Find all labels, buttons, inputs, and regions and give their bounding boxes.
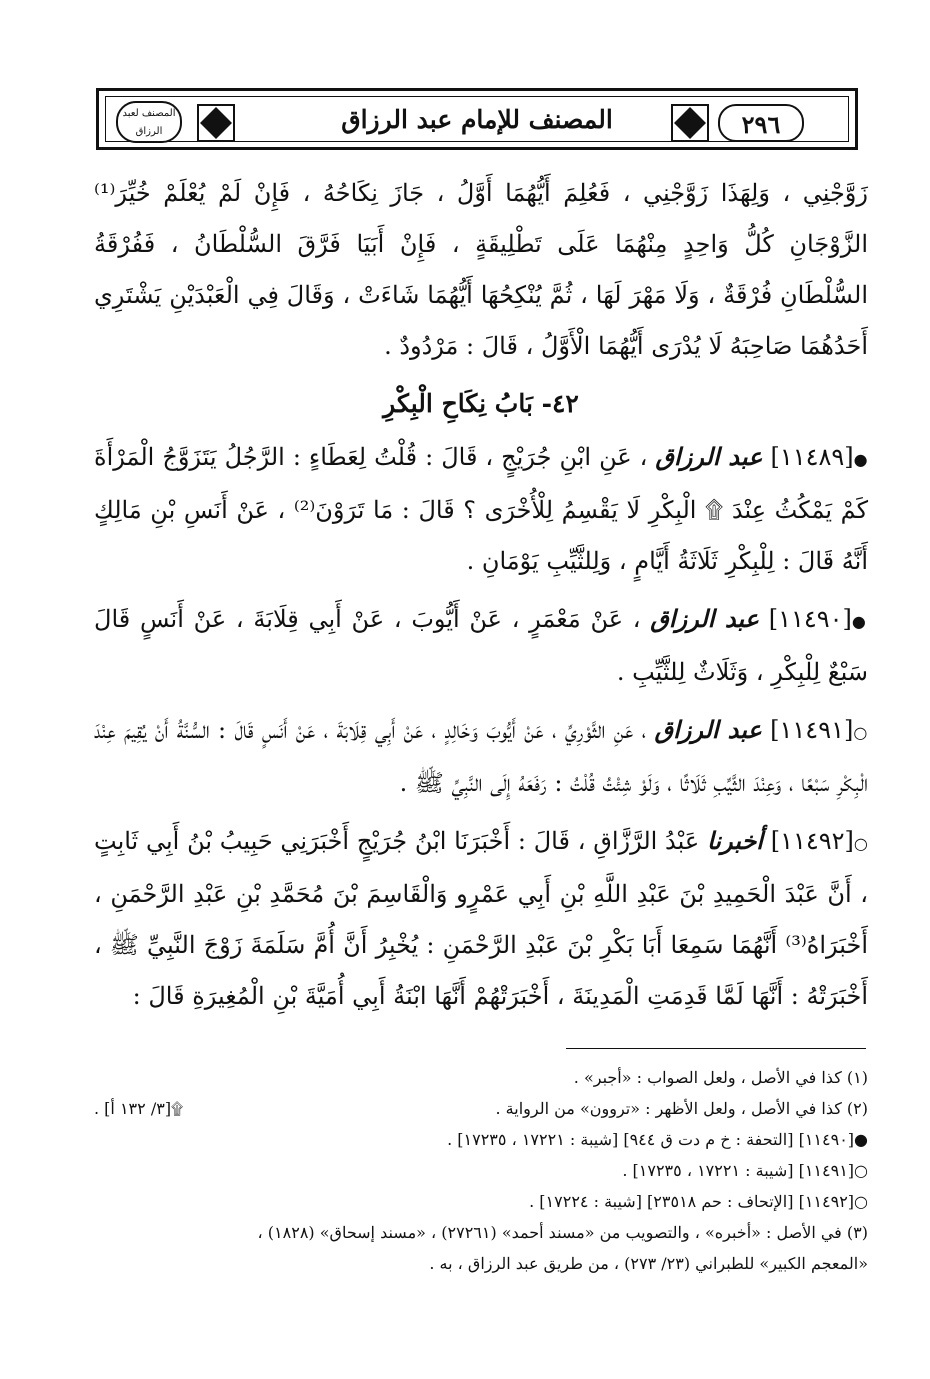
hadith-text: عَبْدُ الرَّزَّاقِ ، قَالَ : أَخْبَرَنَا ابْنُ جُرَيْجٍ أَخْبَرَنِي حَبِيبُ بْنُ أَبِي ثَابِتٍ ، أَنَّ عَبْدَ الْحَمِيدِ بْنَ عَبْدِ اللَّهِ بْنِ أَبِي عَمْرٍو وَالْقَاسِمَ بْنَ مُحَمَّدِ بْنِ عَبْدِ الرَّحْمَنِ ، أَخْبَرَاهُ⁽³⁾ أَنَّهُمَا سَمِعَا أَبَا بَكْرِ بْنَ عَبْدِ الرَّحْمَنِ : يُخْبِرُ أَنَّ أُمَّ سَلَمَةَ زَوْجَ النَّبِيِّ ﷺ ، أَخْبَرَتْهُ : أَنَّهَا لَمَّا قَدِمَتِ الْمَدِينَةَ ، أَخْبَرَتْهُمْ أَنَّهَا ابْنَةُ أَبِي أُمَيَّةَ بْنِ الْمُغِيرَةِ قَالَ :	[94, 827, 868, 1010]
hadith-number: [١١٤٩٢]	[770, 827, 854, 855]
hadith-source: عبد الرزاق	[650, 604, 759, 633]
folio-reference: ۩[٣/ ١٣٢ أ] .	[94, 1099, 184, 1118]
footnote-11491: ○[١١٤٩١] [شيبة : ١٧٢٢١ ، ١٧٢٣٥] .	[622, 1161, 868, 1180]
hadith-text: ، عَنِ الثَّوْرِيِّ ، عَنْ أَيُّوبَ وَخَالِدٍ ، عَنْ أَبِي قِلَابَةَ ، عَنْ أَنَسٍ قَالَ : السُّنَّةُ أَنْ يُقِيمَ عِنْدَ الْبِكْرِ سَبْعًا ، وَعِنْدَ الثَّيِّبِ ثَلَاثًا ، وَلَوْ شِئْتُ قُلْتُ : رَفَعَهُ إِلَى النَّبِيِّ ﷺ .	[94, 716, 868, 797]
footnote-3-continued: «المعجم الكبير» للطبراني (٢٣/ ٢٧٣) ، من طريق عبد الرزاق ، به .	[429, 1254, 868, 1273]
page-number: ٢٩٦	[718, 104, 804, 142]
hadith-text: ، عَنْ مَعْمَرٍ ، عَنْ أَيُّوبَ ، عَنْ أَبِي قِلَابَةَ ، عَنْ أَنَسٍ قَالَ سَبْعٌ لِلْبِكْرِ ، وَثَلَاثٌ لِلثَّيِّبِ .	[94, 605, 868, 686]
book-title: المصنف للإمام عبد الرزاق	[341, 105, 613, 134]
hadith-number: [١١٤٨٩]	[770, 443, 854, 471]
hadith-source: أخبرنا	[706, 826, 763, 855]
main-text	[94, 168, 868, 1028]
footnote-row	[94, 1093, 868, 1124]
footnote-11492: ○[١١٤٩٢] [الإتحاف : حم ٢٣٥١٨] [شيبة : ١٧٢٢٤] .	[529, 1192, 868, 1211]
hadith-marker: ●	[851, 612, 868, 631]
paragraph: زَوَّجْنِي ، وَلِهَذَا زَوَّجْنِي ، فَعُلِمَ أَيُّهُمَا أَوَّلُ ، جَازَ نِكَاحُهُ ، فَإِنْ لَمْ يُعْلَمْ خُيِّرَ⁽¹⁾ الزَّوْجَانِ كُلُّ وَاحِدٍ مِنْهُمَا عَلَى تَطْلِيقَةٍ ، فَإِنْ أَبَيَا فَرَّقَ السُّلْطَانُ ، فَفُرْقَةُ السُّلْطَانِ فُرْقَةٌ ، وَلَا مَهْرَ لَهَا ، ثُمَّ يُنْكِحُهَا أَيُّهُمَا شَاءَتْ ، وَقَالَ فِي الْعَبْدَيْنِ يَشْتَرِي أَحَدُهُمَا صَاحِبَهُ لَا يُدْرَى أَيُّهُمَا الْأَوَّلُ ، قَالَ : مَرْدُودٌ .	[94, 179, 868, 360]
footnotes	[94, 1062, 868, 1279]
hadith-11489	[94, 431, 868, 587]
chapter-heading: ٤٢- بَابُ نِكَاحِ الْبِكْرِ	[383, 389, 579, 418]
hadith-text: ، عَنِ ابْنِ جُرَيْجٍ ، قَالَ : قُلْتُ لِعَطَاءٍ : الرَّجُلُ يَتَزَوَّجُ الْمَرْأَةَ كَمْ يَمْكُثُ عِنْدَ ۩ الْبِكْرِ لَا يَقْسِمُ لِلْأُخْرَى ؟ قَالَ : مَا تَرَوْنَ⁽²⁾ ، عَنْ أَنَسِ بْنِ مَالِكٍ أَنَّهُ قَالَ : لِلْبِكْرِ ثَلَاثَةُ أَيَّامٍ ، وَلِلثَّيِّبِ يَوْمَانِ .	[94, 443, 868, 575]
footnote-3: (٣) في الأصل : «أخبره» ، والتصويب من «مسند أحمد» (٢٧٢٦١) ، «مسند إسحاق» (١٨٢٨) ،	[257, 1223, 868, 1242]
footnote-divider	[566, 1048, 866, 1049]
hadith-11491	[94, 704, 868, 809]
footnote-2: (٢) كذا في الأصل ، ولعل الأظهر : «تروون» من الرواية .	[495, 1099, 868, 1118]
book-seal: المصنف لعبد الرزاق	[116, 101, 182, 143]
hadith-11492	[94, 815, 868, 1022]
hadith-marker: ○	[853, 723, 868, 742]
hadith-marker: ●	[853, 450, 868, 469]
footnote-11490: ●[١١٤٩٠] [التحفة : خ م دت ق ٩٤٤] [شيبة : ١٧٢٢١ ، ١٧٢٣٥] .	[447, 1130, 868, 1149]
hadith-source: عبد الرزاق	[654, 715, 762, 744]
hadith-11490	[94, 593, 868, 698]
hadith-number: [١١٤٩٠]	[768, 605, 852, 633]
header-frame	[105, 96, 849, 142]
page-header	[96, 88, 858, 150]
hadith-number: [١١٤٩١]	[770, 716, 854, 744]
hadith-source: عبد الرزاق	[655, 442, 763, 471]
footnote-1: (١) كذا في الأصل ، ولعل الصواب : «أجبر» .	[573, 1068, 868, 1087]
hadith-marker: ○	[853, 834, 868, 853]
